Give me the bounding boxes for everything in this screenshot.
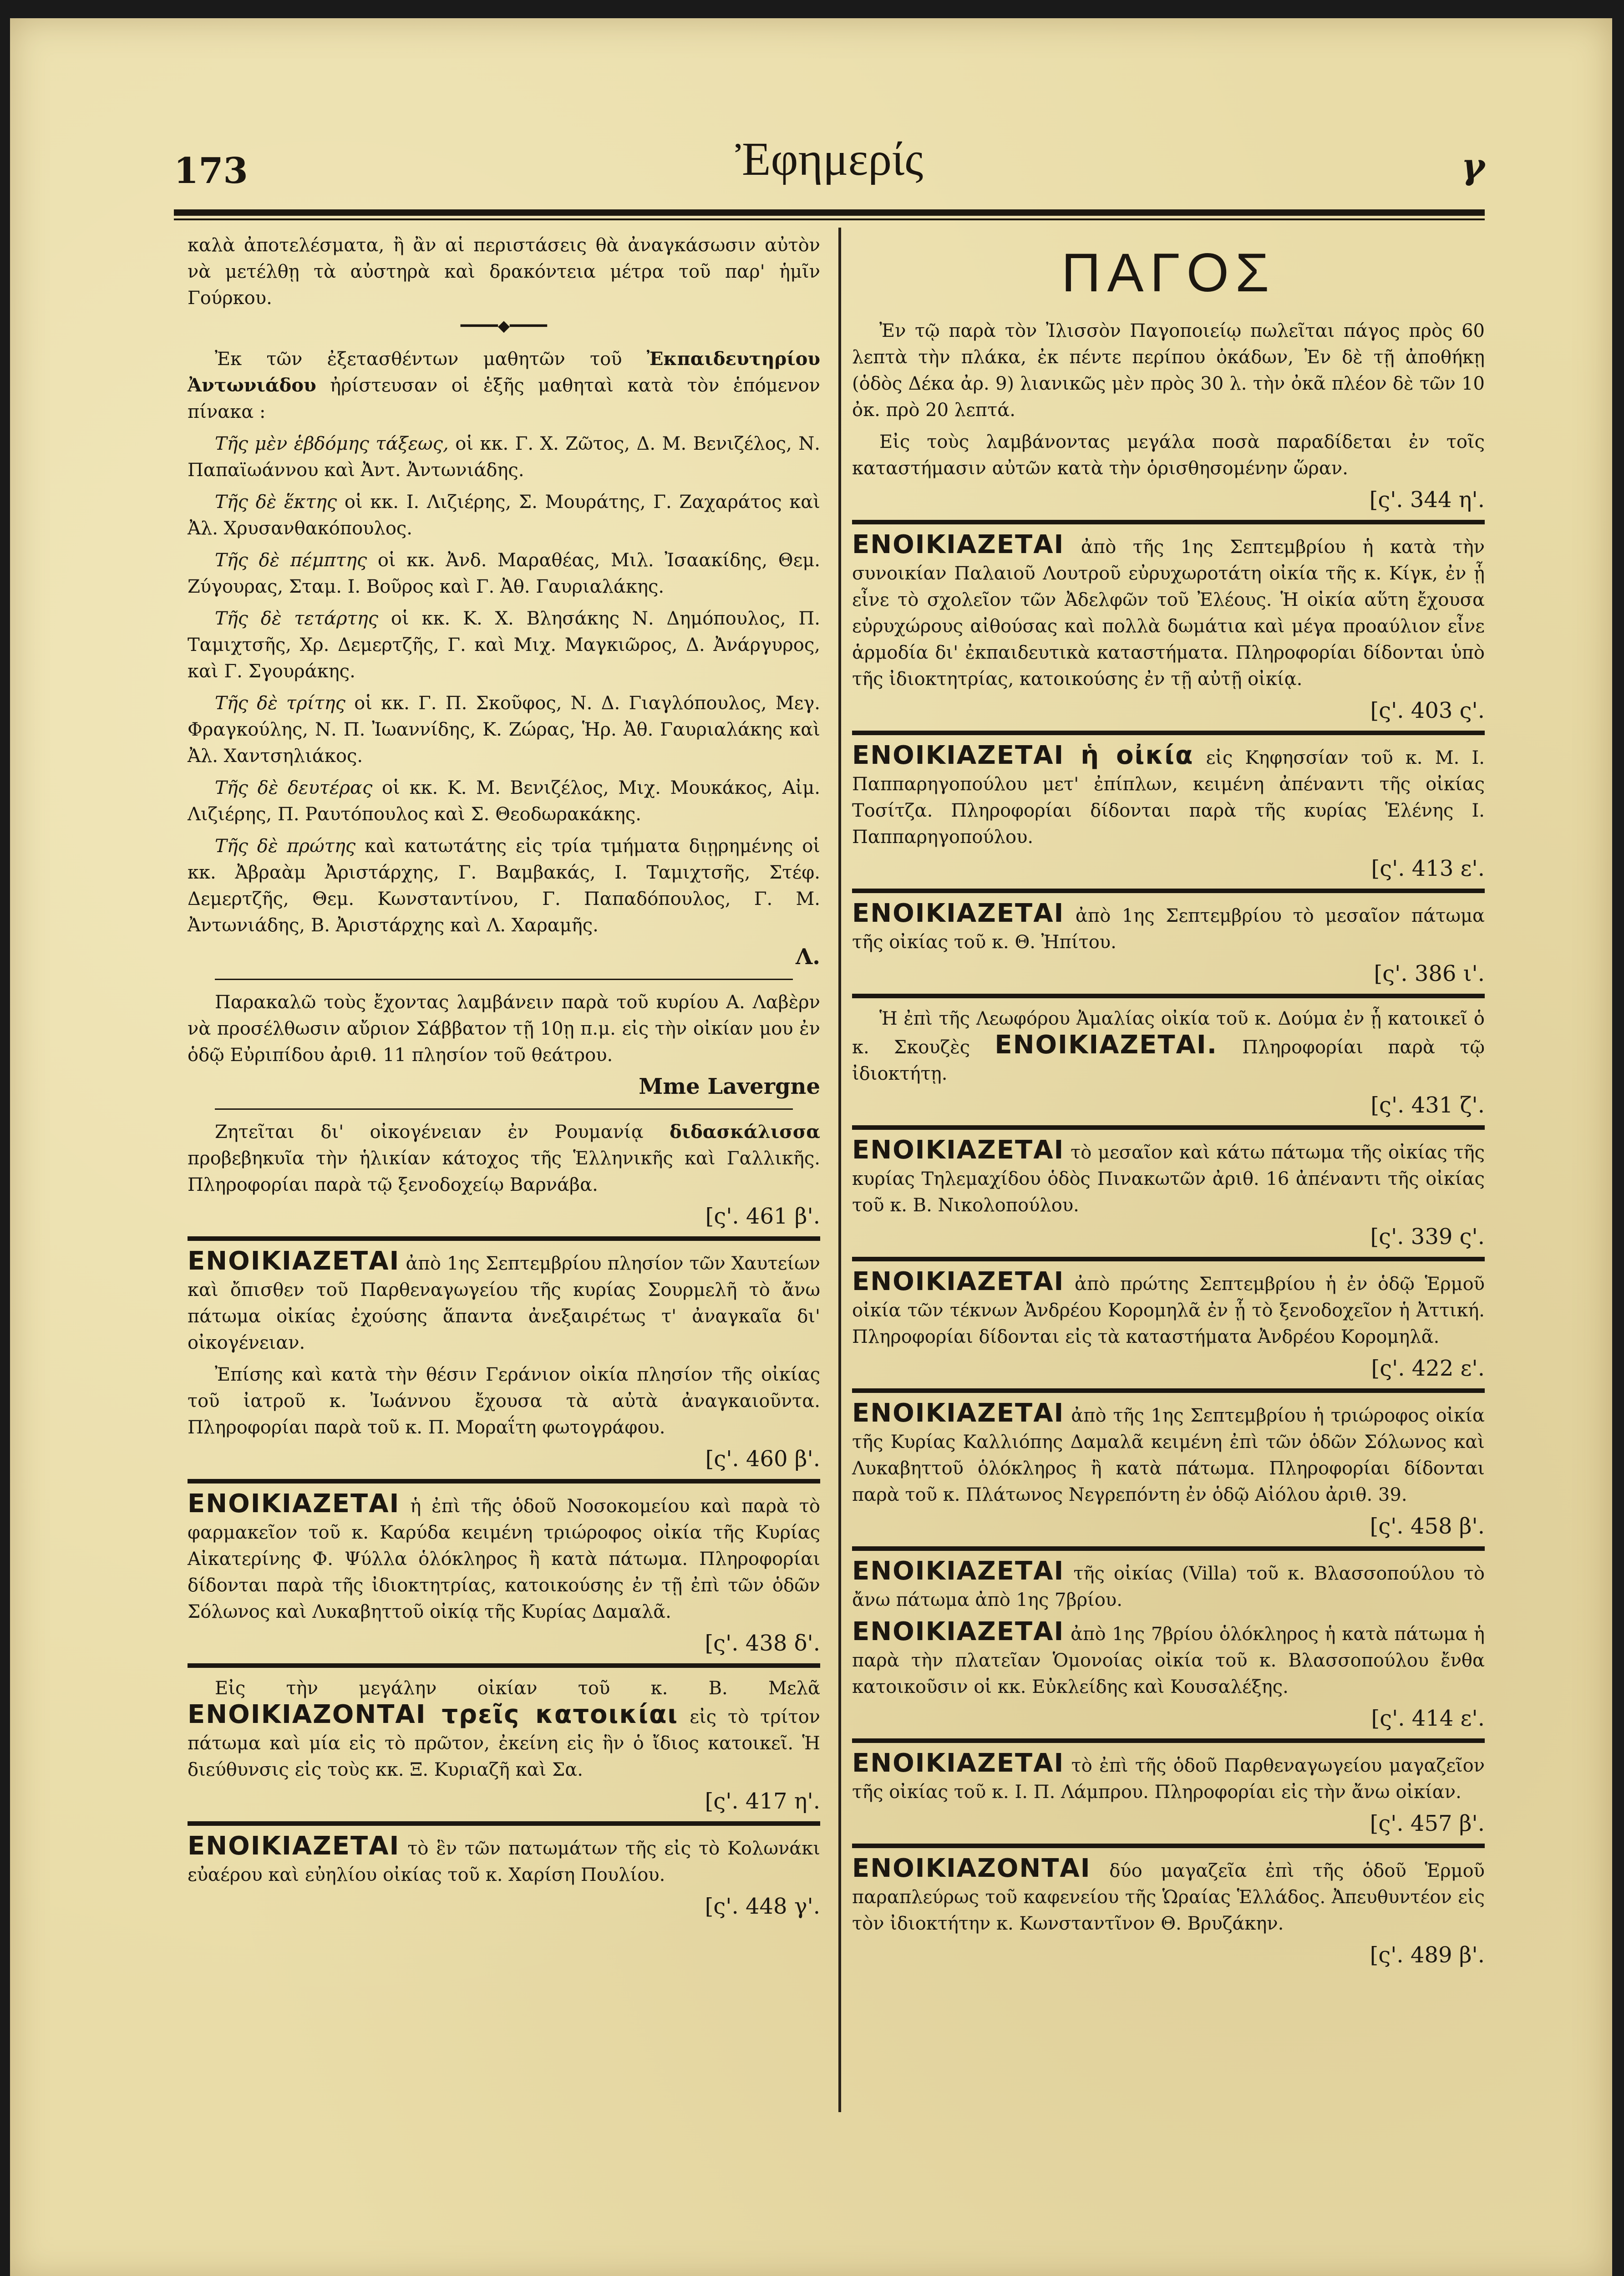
column-divider (838, 228, 841, 2112)
ad-339: ΕΝΟΙΚΙΑΖΕΤΑΙ τὸ μεσαῖον καὶ κάτω πάτωμα τῆς οἰκίας τῆς κυρίας Τηλεμαχίδου ὁδὸς Πινακωτῶν ἀριθ. 16 ἀπέναντι τῆς οἰκίας τοῦ κ. Β. Νικολοπούλου. (852, 1135, 1485, 1216)
ad-ref: [ς'. 403 ς'. (1370, 698, 1485, 723)
ad-ref: [ς'. 448 γ'. (705, 1894, 820, 1919)
ad-ref: [ς'. 438 δ'. (705, 1631, 820, 1656)
ad-403: ΕΝΟΙΚΙΑΖΕΤΑΙ ἀπὸ τῆς 1ης Σεπτεμβρίου ἡ κατὰ τὴν συνοικίαν Παλαιοῦ Λουτροῦ εὐρυχωροτάτη οἰκία τῆς κ. Κίγκ, ἐν ᾗ εἶνε τὸ σχολεῖον τῶν Ἀδελφῶν τοῦ Ἐλέους. Ἡ οἰκία αὕτη ἔχουσα εὐρυχώρους αἰθούσας καὶ πολλὰ δωμάτια καὶ μέγα προαύλιον εἶνε ἁρμοδία δι' ἐκπαιδευτικὰ καταστήματα. Πληροφορίαι δίδονται ὑπὸ τῆς ἰδιοκτητρίας, κατοικούσης ἐν τῇ αὐτῇ οἰκίᾳ. (852, 530, 1485, 690)
divider (215, 1108, 793, 1110)
page-letter: γ (1461, 146, 1485, 187)
ad-460: ΕΝΟΙΚΙΑΖΕΤΑΙ ἀπὸ 1ης Σεπτεμβρίου πλησίον τῶν Χαυτείων καὶ ὄπισθεν τοῦ Παρθεναγωγείου τῆς κυρίας Σουρμελῆ τὸ ἄνω πάτωμα οἰκίας ἐχούσης ἅπαντα ἀνεξαιρέτως τ' ἀναγκαῖα δι' οἰκογένειαν. (188, 1246, 821, 1353)
exam-intro: Ἐκ τῶν ἐξετασθέντων μαθητῶν τοῦ Ἐκπαιδευτηρίου Ἀντωνιάδου ἠρίστευσαν οἱ ἑξῆς μαθηταὶ κατὰ τὸν ἑπόμενον πίνακα : (188, 348, 821, 422)
header-rule (174, 209, 1485, 216)
ad-rule (852, 731, 1485, 735)
ad-489: ΕΝΟΙΚΙΑΖΟΝΤΑΙ δύο μαγαζεῖα ἐπὶ τῆς ὁδοῦ Ἑρμοῦ παραπλεύρως τοῦ καφενείου τῆς Ὡραίας Ἑλλάδος. Ἀπευθυντέον εἰς τὸν ἰδιοκτήτην κ. Κωνσταντῖνον Θ. Βρυζάκην. (852, 1854, 1485, 1934)
ad-rule (188, 1479, 820, 1483)
ad-ref: [ς'. 339 ς'. (1370, 1224, 1485, 1250)
ad-ref: [ς'. 461 β'. (705, 1204, 820, 1229)
ad-ref: [ς'. 460 β'. (705, 1446, 820, 1472)
ad-ref: [ς'. 417 η'. (705, 1788, 820, 1814)
school-name: Ἐκπαιδευτηρίου Ἀντωνιάδου (188, 348, 820, 396)
left-column (188, 232, 820, 1919)
article-ending: καλὰ ἀποτελέσματα, ἢ ἂν αἱ περιστάσεις θὰ ἀναγκάσωσιν αὐτὸν νὰ μετέλθῃ τὰ αὐστηρὰ καὶ δρακόντεια μέτρα τοῦ παρ' ἡμῖν Γούρκου. (188, 235, 820, 309)
ad-ref: [ς'. 489 β'. (1370, 1942, 1485, 1968)
ad-rule (188, 1236, 820, 1241)
ad-414-cont: ΕΝΟΙΚΙΑΖΕΤΑΙ ἀπὸ 1ης 7βρίου ὁλόκληρος ἡ κατὰ πάτωμα ἡ παρὰ τὴν πλατεῖαν Ὁμονοίας οἰκία τοῦ κ. Βλασσοπούλου ἔνθα κατοικοῦσιν οἱ κκ. Εὐκλείδης καὶ Κουσαλέξης. (852, 1617, 1485, 1697)
ad-rule (852, 1388, 1485, 1393)
ad-rule (852, 889, 1485, 893)
ad-rule (188, 1663, 820, 1668)
ad-448: ΕΝΟΙΚΙΑΖΕΤΑΙ τὸ ἓν τῶν πατωμάτων τῆς εἰς τὸ Κολωνάκι εὐαέρου καὶ εὐηλίου οἰκίας τοῦ κ. Χαρίση Πουλίου. (188, 1831, 820, 1885)
ad-457: ΕΝΟΙΚΙΑΖΕΤΑΙ τὸ ἐπὶ τῆς ὁδοῦ Παρθεναγωγείου μαγαζεῖον τῆς οἰκίας τοῦ κ. Ι. Π. Λάμπρου. Πληροφορίαι εἰς τὴν ἄνω οἰκίαν. (852, 1748, 1485, 1803)
ad-rule (852, 1738, 1485, 1743)
lavergne-signature: Mme Lavergne (639, 1074, 820, 1099)
governess-ad: Ζητεῖται δι' οἰκογένειαν ἐν Ρουμανίᾳ διδασκάλισσα προβεβηκυῖα τὴν ἡλικίαν κάτοχος τῆς Ἑλληνικῆς καὶ Γαλλικῆς. Πληροφορίαι παρὰ τῷ ξενοδοχείῳ Βαρνάβα. (188, 1121, 820, 1195)
lavergne-notice: Παρακαλῶ τοὺς ἔχοντας λαμβάνειν παρὰ τοῦ κυρίου Α. Λαβὲρν νὰ προσέλθωσιν αὔριον Σάββατον τῇ 10ῃ π.μ. εἰς τὴν οἰκίαν μου ἐν ὁδῷ Εὐριπίδου ἀριθ. 11 πλησίον τοῦ θεάτρου. (188, 992, 820, 1066)
header-rule-thin (174, 218, 1485, 220)
ad-ref: [ς'. 431 ζ'. (1370, 1092, 1485, 1118)
right-column (852, 232, 1485, 1968)
ad-458: ΕΝΟΙΚΙΑΖΕΤΑΙ ἀπὸ τῆς 1ης Σεπτεμβρίου ἡ τριώροφος οἰκία τῆς Κυρίας Καλλιόπης Δαμαλᾶ κειμένη ἐπὶ τῶν ὁδῶν Σόλωνος καὶ Λυκαβηττοῦ ὁλόκληρος ἢ κατὰ πάτωμα. Πληροφορίαι δίδονται παρὰ τοῦ κ. Πλάτωνος Νεγρεπόντη ἐν ὁδῷ Αἰόλου ἀριθ. 39. (852, 1398, 1485, 1505)
ad-rule (852, 1125, 1485, 1130)
ad-438: ΕΝΟΙΚΙΑΖΕΤΑΙ ἡ ἐπὶ τῆς ὁδοῦ Νοσοκομείου καὶ παρὰ τὸ φαρμακεῖον τοῦ κ. Καρύδα κειμένη τριώροφος οἰκία τῆς Κυρίας Αἰκατερίνης Φ. Ψύλλα ὁλόκληρος ἢ κατὰ πάτωμα. Πληροφορίαι δίδονται παρὰ τῆς ἰδιοκτητρίας, κατοικούσης ἐν τῇ ἐπὶ τῶν ὁδῶν Σόλωνος καὶ Λυκαβηττοῦ οἰκίᾳ τῆς Κυρίας Δαμαλᾶ. (188, 1489, 820, 1622)
ad-ref: [ς'. 422 ε'. (1371, 1356, 1485, 1381)
ad-431: Ἡ ἐπὶ τῆς Λεωφόρου Ἀμαλίας οἰκία τοῦ κ. Δούμα ἐν ᾗ κατοικεῖ ὁ κ. Σκουζὲς ΕΝΟΙΚΙΑΖΕΤΑΙ. Πληροφορίαι παρὰ τῷ ἰδιοκτήτῃ. (852, 1008, 1485, 1084)
grade-fifth: Τῆς δὲ πέμπτης οἱ κκ. Ἀνδ. Μαραθέας, Μιλ. Ἰσαακίδης, Θεμ. Ζύγουρας, Σταμ. Ι. Βοῦρος καὶ Γ. Ἀθ. Γαυριαλάκης. (188, 550, 821, 597)
newspaper-page (10, 18, 1612, 2276)
ad-rule (188, 1821, 820, 1826)
ad-ref: [ς'. 344 η'. (1369, 487, 1485, 513)
page-number: 173 (174, 150, 248, 192)
ad-422: ΕΝΟΙΚΙΑΖΕΤΑΙ ἀπὸ πρώτης Σεπτεμβρίου ἡ ἐν ὁδῷ Ἑρμοῦ οἰκία τῶν τέκνων Ἀνδρέου Κορομηλᾶ ἐν ᾗ τὸ ξενοδοχεῖον ἡ Ἀττική. Πληροφορίαι δίδονται εἰς τὰ καταστήματα Ἀνδρέου Κορομηλᾶ. (852, 1267, 1485, 1347)
page-header (174, 132, 1485, 200)
ad-386: ΕΝΟΙΚΙΑΖΕΤΑΙ ἀπὸ 1ης Σεπτεμβρίου τὸ μεσαῖον πάτωμα τῆς οἰκίας τοῦ κ. Θ. Ἠπίτου. (852, 899, 1485, 953)
ice-ad-title: ΠΑΓΟΣ (1061, 242, 1276, 303)
divider (215, 979, 793, 980)
ad-ref: [ς'. 457 β'. (1370, 1811, 1485, 1836)
ad-rule (852, 994, 1485, 998)
ad-rule (852, 1546, 1485, 1551)
grade-fourth: Τῆς δὲ τετάρτης οἱ κκ. Κ. Χ. Βλησάκης Ν. Δημόπουλος, Π. Ταμιχτσῆς, Χρ. Δεμερτζῆς, Γ. καὶ Μιχ. Μαγκιῶρος, Δ. Ἀνάργυρος, καὶ Γ. Σγουράκης. (188, 608, 820, 682)
ad-413: ΕΝΟΙΚΙΑΖΕΤΑΙ ἡ οἰκία εἰς Κηφησσίαν τοῦ κ. Μ. Ι. Παππαρηγοπούλου μετ' ἐπίπλων, κειμένη ἀπέναντι τῆς οἰκίας Τοσίτζα. Πληροφορίαι δίδονται παρὰ τῆς κυρίας Ἑλένης Ι. Παππαρηγοπούλου. (852, 741, 1485, 848)
newspaper-title: Ἐφημερίς (735, 133, 924, 185)
grade-second: Τῆς δὲ δευτέρας οἱ κκ. Κ. Μ. Βενιζέλος, Μιχ. Μουκάκος, Αἰμ. Λιζιέρης, Π. Ραυτόπουλος καὶ Σ. Θεοδωρακάκης. (188, 777, 821, 825)
ad-ref: [ς'. 458 β'. (1370, 1514, 1485, 1539)
ad-ref: [ς'. 413 ε'. (1371, 856, 1485, 881)
ad-417: Εἰς τὴν μεγάλην οἰκίαν τοῦ κ. Β. Μελᾶ ΕΝΟΙΚΙΑΖΟΝΤΑΙ τρεῖς κατοικίαι εἰς τὸ τρίτον πάτωμα καὶ μία εἰς τὸ πρῶτον, ἐκείνη εἰς ἣν ὁ ἴδιος κατοικεῖ. Ἡ διεύθυνσις εἰς τοὺς κκ. Ξ. Κυριαζῆ καὶ Σα. (188, 1678, 820, 1780)
ice-ad-cont: Εἰς τοὺς λαμβάνοντας μεγάλα ποσὰ παραδίδεται ἐν τοῖς καταστήμασιν αὐτῶν κατὰ τὴν ὁρισθησομένην ὥραν. (852, 432, 1485, 479)
ad-rule (852, 1844, 1485, 1848)
grade-seventh: Τῆς μὲν ἑβδόμης τάξεως, οἱ κκ. Γ. Χ. Ζῶτος, Δ. Μ. Βενιζέλος, Ν. Παπαϊωάννου καὶ Ἀντ. Ἀντωνιάδης. (188, 433, 820, 481)
ad-rule (852, 1257, 1485, 1261)
ad-ref: [ς'. 386 ι'. (1374, 961, 1485, 986)
ad-ref: [ς'. 414 ε'. (1371, 1706, 1485, 1731)
article-signature: Λ. (796, 944, 820, 970)
ice-ad: Ἐν τῷ παρὰ τὸν Ἰλισσὸν Παγοποιείῳ πωλεῖται πάγος πρὸς 60 λεπτὰ τὴν πλάκα, ἐκ πέντε περίπου ὀκάδων, Ἐν δὲ τῇ ἀποθήκῃ (ὁδὸς Δέκα ἀρ. 9) λιανικῶς μὲν πρὸς 30 λ. τὴν ὀκᾶ πλέον δὲ τῶν 10 ὀκ. πρὸ 20 λεπτά. (852, 320, 1485, 421)
grade-sixth: Τῆς δὲ ἕκτης οἱ κκ. Ι. Λιζιέρης, Σ. Μουράτης, Γ. Ζαχαράτος καὶ Ἀλ. Χρυσανθακόπουλος. (188, 492, 821, 539)
ornament-divider: ━━━━◆━━━━ (461, 317, 547, 335)
grade-first: Τῆς δὲ πρώτης καὶ κατωτάτης εἰς τρία τμήματα διῃρημένης οἱ κκ. Ἀβραὰμ Ἀριστάρχης, Γ. Βαμβακάς, Ι. Ταμιχτσῆς, Στέφ. Δεμερτζῆς, Θεμ. Κωνσταντίνου, Γ. Παπαδόπουλος, Γ. Μ. Ἀντωνιάδης, Β. Ἀριστάρχης καὶ Λ. Χαραμῆς. (188, 836, 820, 936)
ad-414: ΕΝΟΙΚΙΑΖΕΤΑΙ τῆς οἰκίας (Villa) τοῦ κ. Βλασσοπούλου τὸ ἄνω πάτωμα ἀπὸ 1ης 7βρίου. (852, 1556, 1485, 1610)
ad-460-cont: Ἐπίσης καὶ κατὰ τὴν θέσιν Γεράνιον οἰκία πλησίον τῆς οἰκίας τοῦ ἰατροῦ κ. Ἰωάννου ἔχουσα τὰ αὐτὰ ἀναγκαιοῦντα. Πληροφορίαι παρὰ τοῦ κ. Π. Μοραΐτη φωτογράφου. (188, 1364, 820, 1438)
ad-rule (852, 520, 1485, 524)
grade-third: Τῆς δὲ τρίτης οἱ κκ. Γ. Π. Σκοῦφος, Ν. Δ. Γιαγλόπουλος, Μεγ. Φραγκούλης, Ν. Π. Ἰωαννίδης, Κ. Ζώρας, Ἡρ. Ἀθ. Γαυριαλάκης καὶ Ἀλ. Χαντσηλιάκος. (188, 693, 820, 767)
